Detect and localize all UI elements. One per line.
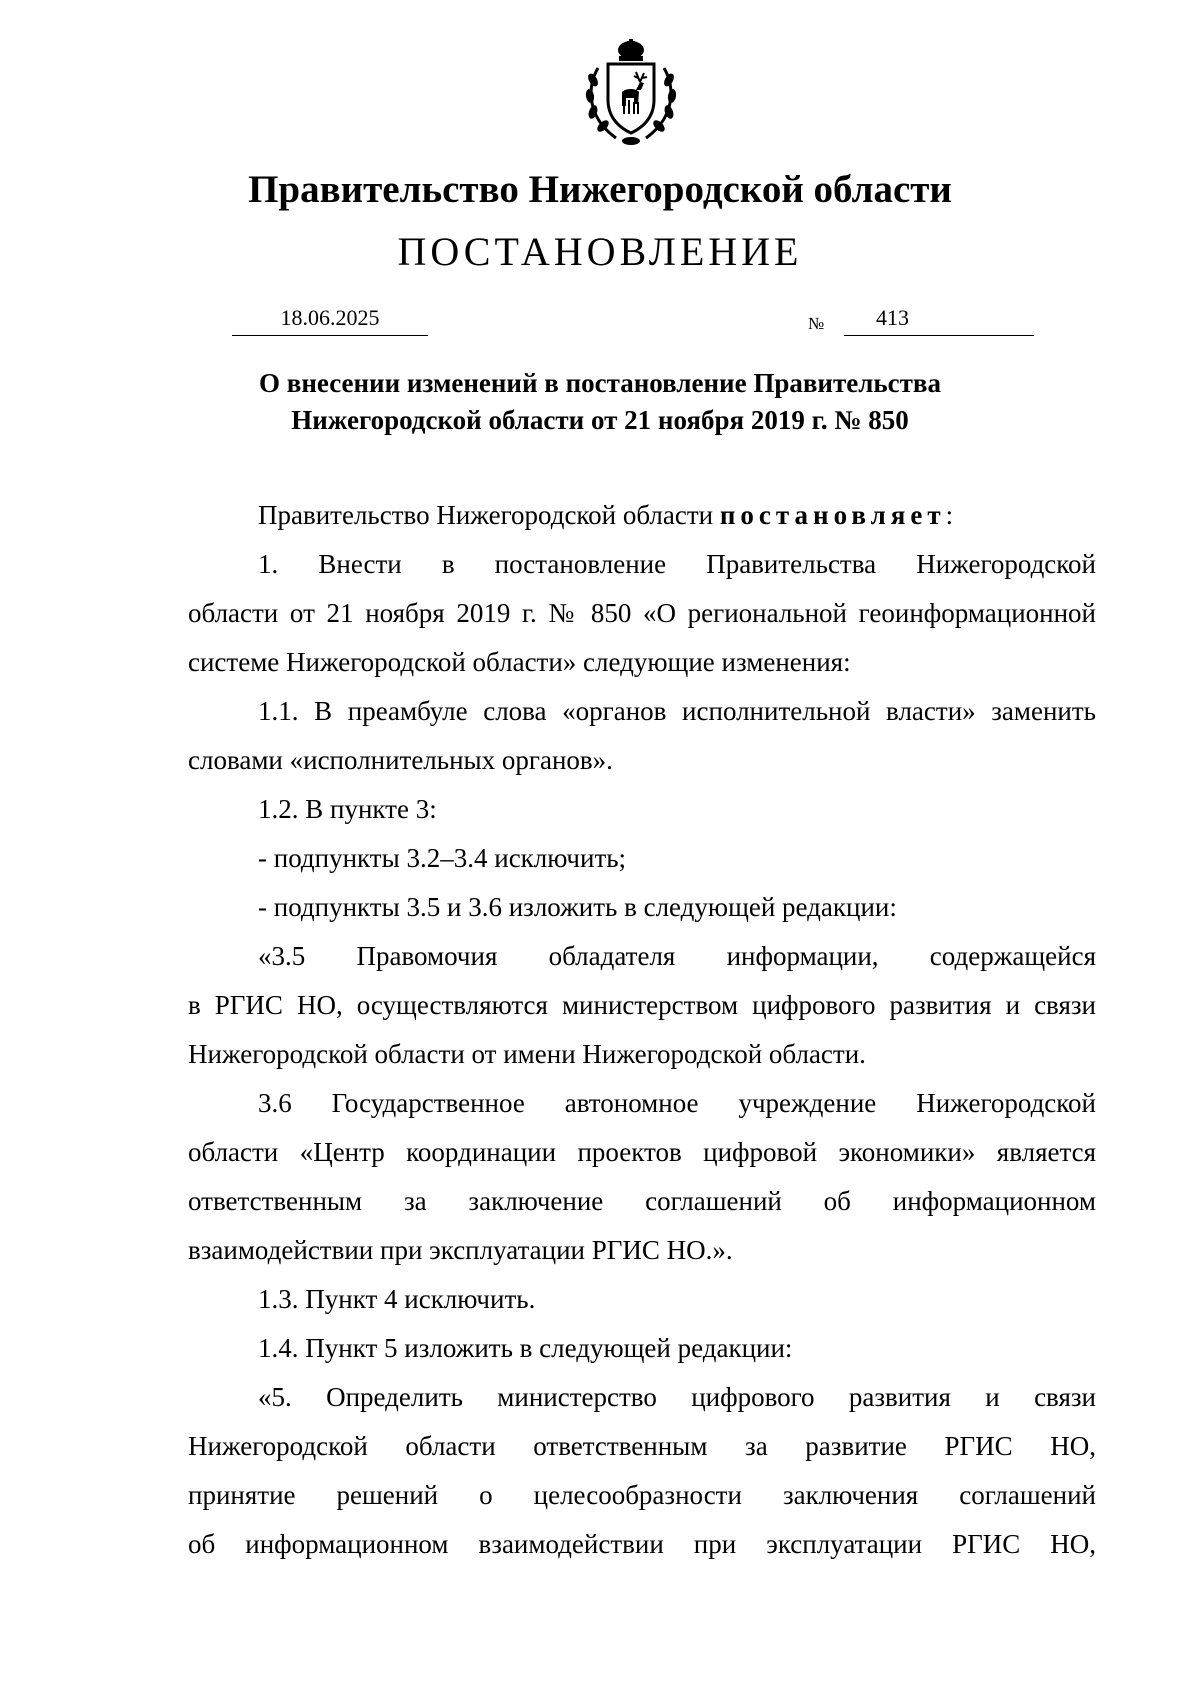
government-name: Правительство Нижегородской области xyxy=(248,168,952,211)
body-line: принятие решений о целесообразности заключения соглашений xyxy=(188,1480,1096,1510)
body-line: об информационном взаимодействии при эксплуатации РГИС НО, xyxy=(188,1529,1096,1559)
intro-verb: постановляет xyxy=(719,500,946,530)
body-line: 3.6 Государственное автономное учреждение Нижегородской xyxy=(258,1088,1096,1118)
body-line: словами «исполнительных органов». xyxy=(188,745,613,775)
subject-line: О внесении изменений в постановление Правительства xyxy=(259,368,941,398)
body-line: 1.4. Пункт 5 изложить в следующей редакции: xyxy=(258,1333,793,1363)
body-line: «3.5 Правомочия обладателя информации, содержащейся xyxy=(258,941,1096,971)
shield-icon xyxy=(608,64,654,133)
body-line: - подпункты 3.5 и 3.6 изложить в следующей редакции: xyxy=(258,892,897,922)
body-line: 1. Внести в постановление Правительства Нижегородской xyxy=(258,549,1096,579)
intro-paragraph xyxy=(188,491,1096,540)
body-line: взаимодействии при эксплуатации РГИС НО.». xyxy=(188,1235,733,1265)
body-line: области «Центр координации проектов цифровой экономики» является xyxy=(188,1137,1096,1167)
body-line: 1.1. В преамбуле слова «органов исполнительной власти» заменить xyxy=(258,696,1096,726)
body-line: системе Нижегородской области» следующие изменения: xyxy=(188,647,851,677)
document-type: ПОСТАНОВЛЕНИЕ xyxy=(397,229,803,274)
document-number: 413 xyxy=(876,305,909,330)
number-sign: № xyxy=(808,314,825,333)
document-subject xyxy=(150,365,1050,439)
body-line: ответственным за заключение соглашений об информационном xyxy=(188,1186,1096,1216)
document-number-field xyxy=(844,301,1034,336)
intro-colon: : xyxy=(945,500,954,530)
body-line: Нижегородской области ответственным за развитие РГИС НО, xyxy=(188,1431,1096,1461)
body-line: области от 21 ноября 2019 г. № 850 «О региональной геоинформационной xyxy=(188,598,1096,628)
body-line: «5. Определить министерство цифрового развития и связи xyxy=(258,1382,1096,1412)
intro-text: Правительство Нижегородской области xyxy=(258,500,714,530)
body-line: - подпункты 3.2–3.4 исключить; xyxy=(258,843,627,873)
crown-icon xyxy=(618,39,644,61)
coat-of-arms-emblem xyxy=(576,38,686,148)
body-line: 1.2. В пункте 3: xyxy=(258,794,437,824)
subject-line: Нижегородской области от 21 ноября 2019 г. № 850 xyxy=(291,405,909,435)
body-line: в РГИС НО, осуществляются министерством цифрового развития и связи xyxy=(188,990,1096,1020)
body-line: Нижегородской области от имени Нижегородской области. xyxy=(188,1039,866,1069)
body-line: 1.3. Пункт 4 исключить. xyxy=(258,1284,536,1314)
document-body xyxy=(188,491,1096,1569)
document-date: 18.06.2025 xyxy=(232,301,428,336)
